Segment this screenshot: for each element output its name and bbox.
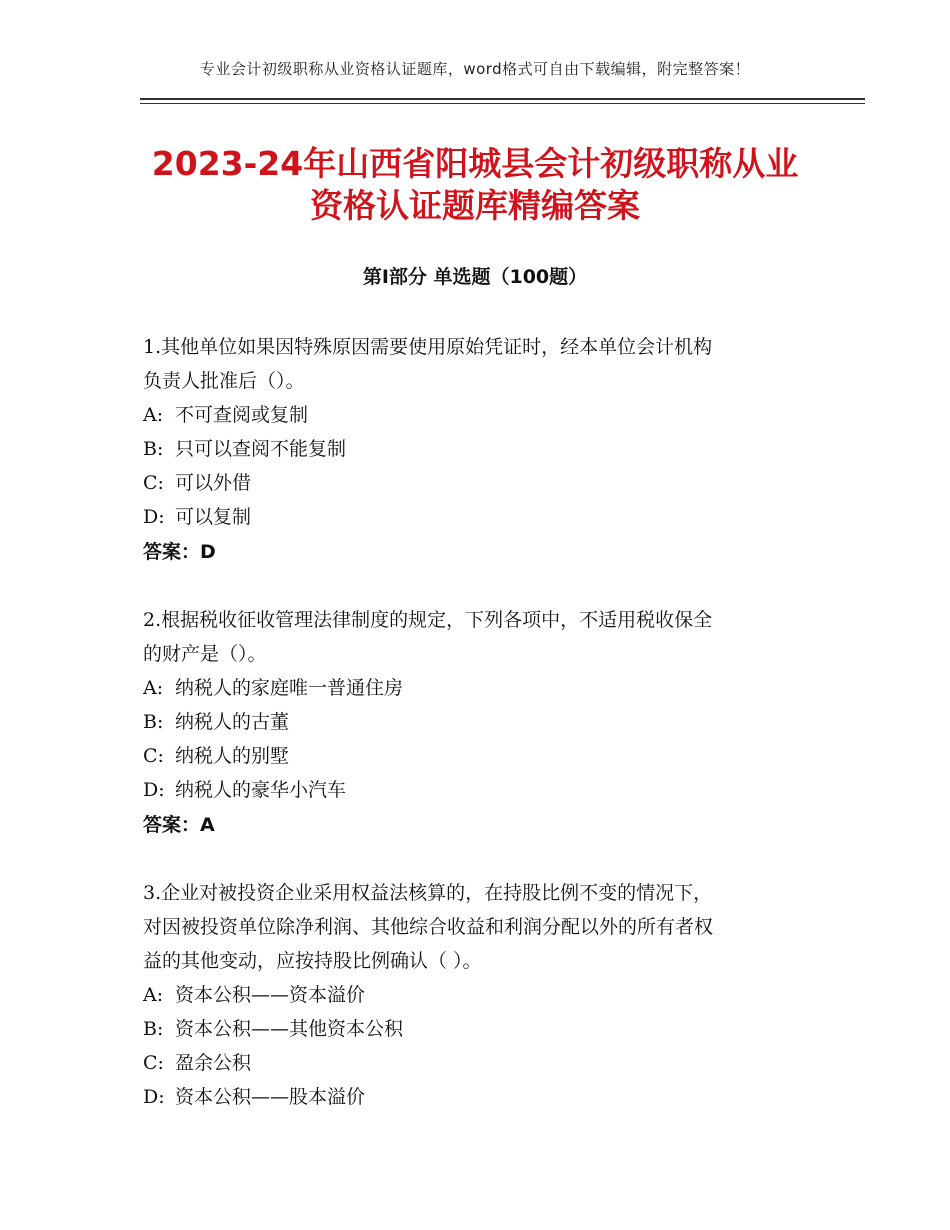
question-2-option-b bbox=[143, 705, 803, 739]
question-3-text bbox=[143, 876, 803, 978]
option-text: 可以外借 bbox=[175, 472, 252, 494]
question-2-option-d bbox=[143, 773, 803, 807]
question-2-line-2: 的财产是（）。 bbox=[143, 643, 267, 665]
option-label: B: bbox=[143, 1018, 164, 1040]
option-label: A: bbox=[143, 677, 164, 699]
question-2-answer: 答案：A bbox=[143, 814, 215, 836]
option-label: A: bbox=[143, 984, 164, 1006]
question-3-line-2: 对因被投资单位除净利润、其他综合收益和利润分配以外的所有者权 bbox=[143, 916, 714, 938]
title-line-2: 资格认证题库精编答案 bbox=[310, 186, 640, 225]
option-label: C: bbox=[143, 1052, 164, 1074]
option-text: 资本公积——资本溢价 bbox=[175, 984, 366, 1006]
question-3-option-a bbox=[143, 978, 803, 1012]
question-1-line-2: 负责人批准后（）。 bbox=[143, 370, 305, 392]
option-label: D: bbox=[143, 1086, 165, 1108]
document-title bbox=[0, 143, 950, 227]
title-line-1: 2023-24年山西省阳城县会计初级职称从业 bbox=[151, 144, 799, 183]
question-2-text bbox=[143, 603, 803, 671]
question-1-text bbox=[143, 330, 803, 398]
option-text: 可以复制 bbox=[175, 506, 252, 528]
option-text: 盈余公积 bbox=[175, 1052, 252, 1074]
question-1-answer: 答案：D bbox=[143, 541, 216, 563]
question-2-option-a bbox=[143, 671, 803, 705]
option-text: 纳税人的古董 bbox=[175, 711, 290, 733]
option-text: 资本公积——其他资本公积 bbox=[175, 1018, 404, 1040]
option-text: 不可查阅或复制 bbox=[175, 404, 309, 426]
question-3-option-b bbox=[143, 1012, 803, 1046]
option-label: C: bbox=[143, 472, 164, 494]
option-label: B: bbox=[143, 438, 164, 460]
question-2-line-1: 2.根据税收征收管理法律制度的规定，下列各项中，不适用税收保全 bbox=[143, 609, 713, 631]
question-3-option-d bbox=[143, 1080, 803, 1114]
section-heading: 第Ⅰ部分 单选题（100题） bbox=[362, 266, 588, 288]
option-label: B: bbox=[143, 711, 164, 733]
option-label: A: bbox=[143, 404, 164, 426]
header-rule-thin bbox=[140, 103, 865, 104]
option-text: 资本公积——股本溢价 bbox=[175, 1086, 366, 1108]
option-text: 只可以查阅不能复制 bbox=[175, 438, 347, 460]
question-1-option-a bbox=[143, 398, 803, 432]
option-label: D: bbox=[143, 779, 165, 801]
question-1-option-c bbox=[143, 466, 803, 500]
option-text: 纳税人的家庭唯一普通住房 bbox=[175, 677, 404, 699]
option-label: C: bbox=[143, 745, 164, 767]
header-note: 专业会计初级职称从业资格认证题库，word格式可自由下载编辑，附完整答案！ bbox=[199, 60, 751, 78]
question-2-option-c bbox=[143, 739, 803, 773]
question-3-option-c bbox=[143, 1046, 803, 1080]
question-3-line-1: 3.企业对被投资企业采用权益法核算的，在持股比例不变的情况下， bbox=[143, 882, 713, 904]
option-label: D: bbox=[143, 506, 165, 528]
option-text: 纳税人的豪华小汽车 bbox=[175, 779, 347, 801]
header-rule-thick bbox=[140, 98, 865, 100]
question-1-line-1: 1.其他单位如果因特殊原因需要使用原始凭证时，经本单位会计机构 bbox=[143, 336, 713, 358]
question-1-option-d bbox=[143, 500, 803, 534]
option-text: 纳税人的别墅 bbox=[175, 745, 290, 767]
question-3-line-3: 益的其他变动，应按持股比例确认（ ）。 bbox=[143, 950, 482, 972]
question-1-option-b bbox=[143, 432, 803, 466]
